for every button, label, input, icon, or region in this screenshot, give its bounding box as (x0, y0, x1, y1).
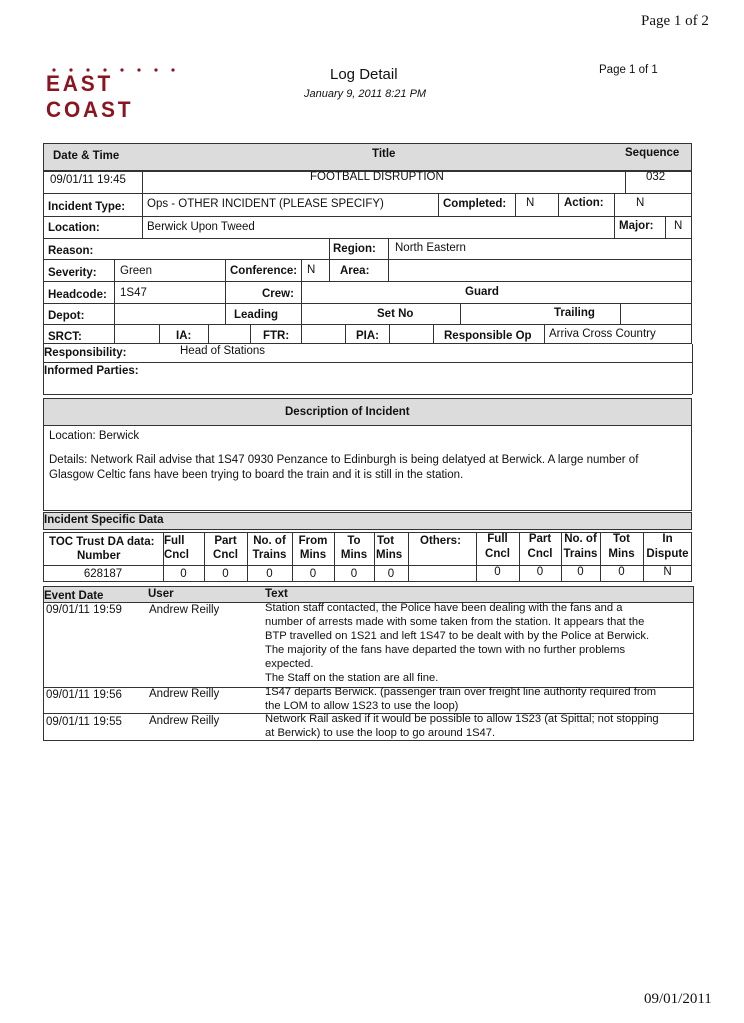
hdr-no-of-trains-2: No. of (564, 533, 597, 545)
date-time-value: 09/01/11 19:45 (50, 174, 126, 186)
informed-parties-label: Informed Parties: (44, 365, 139, 377)
headcode-label: Headcode: (48, 289, 107, 301)
hdr-in-dispute: In (662, 533, 673, 545)
value-no-of-trains-1: 0 (266, 568, 273, 580)
pia-label: PIA: (356, 330, 379, 342)
page-number: Page 1 of 1 (599, 64, 658, 76)
event-1-text: Station staff contacted, the Police have been dealing with the fans and a number of arrests made with some taken from the station. It appears that the BTP travelled on 1S21 and left 1S47 to be dealt with by the Police at Berwick. The majority of the fans have departed the town with no further problems expected. The Staff on the station are all fine. (265, 602, 650, 684)
event-2-text: 1S47 departs Berwick. (passenger train over freight line authority required from the LOM to allow 1S23 to use the loop) (265, 686, 657, 712)
severity-value: Green (120, 265, 152, 277)
event-3-text: Network Rail asked if it would be possible to allow 1S23 (at Spittal; not stopping at Berwick) to use the loop to go around 1S47. (265, 713, 659, 739)
leading-label: Leading (234, 309, 279, 321)
conference-label: Conference: (230, 265, 298, 277)
responsible-op-label: Responsible Op (444, 330, 532, 342)
ia-label: IA: (176, 330, 192, 342)
area-label: Area: (340, 265, 370, 277)
major-label: Major: (619, 220, 654, 232)
value-tot-mins-2: 0 (618, 566, 625, 578)
value-full-cncl-1: 0 (180, 568, 187, 580)
event-2-user: Andrew Reilly (149, 688, 220, 700)
col-event-date: Event Date (44, 590, 104, 602)
top-table-header (43, 143, 692, 171)
hdr-full-cncl-1: Full (164, 535, 185, 547)
title-label: Title (372, 148, 396, 160)
page-stamp-bottom: 09/01/2011 (644, 991, 712, 1007)
hdr-to-mins: To (347, 535, 361, 547)
value-part-cncl-2: 0 (536, 566, 544, 578)
guard-label: Guard (465, 286, 499, 298)
incident-data-heading: Incident Specific Data (44, 514, 164, 526)
description-location: Location: Berwick (49, 430, 140, 442)
col-user: User (148, 588, 174, 600)
col-text: Text (265, 588, 288, 600)
hdr-from-mins: From (298, 535, 328, 547)
hdr-part-cncl-1: Part (214, 535, 237, 547)
severity-label: Severity: (48, 267, 97, 279)
event-1-date: 09/01/11 19:59 (46, 604, 122, 616)
hdr-part-cncl-2: Part (528, 533, 552, 545)
description-heading: Description of Incident (285, 406, 410, 418)
page-subtitle: January 9, 2011 8:21 PM (304, 88, 427, 100)
event-1-user: Andrew Reilly (149, 604, 220, 616)
hdr-full-cncl-2: Full (487, 533, 508, 545)
region-value: North Eastern (395, 242, 466, 254)
conference-value: N (307, 264, 316, 276)
event-3-date: 09/01/11 19:55 (46, 716, 122, 728)
responsible-op-value: Arriva Cross Country (549, 328, 656, 340)
reason-label: Reason: (48, 245, 94, 257)
page-stamp-top: Page 1 of 2 (641, 13, 709, 29)
set-no-label: Set No (377, 308, 414, 320)
value-tot-mins-1: 0 (387, 568, 395, 580)
responsibility-value: Head of Stations (180, 345, 266, 357)
incident-type-label: Incident Type: (48, 201, 126, 213)
sequence-label: Sequence (625, 147, 680, 159)
trailing-label: Trailing (554, 307, 595, 319)
value-part-cncl-1: 0 (222, 568, 229, 580)
hdr-no-of-trains-1: No. of (253, 535, 286, 547)
ftr-label: FTR: (263, 330, 290, 342)
incident-type-value: Ops - OTHER INCIDENT (PLEASE SPECIFY) (147, 198, 384, 210)
action-value: N (636, 197, 645, 209)
completed-value: N (526, 197, 535, 209)
value-full-cncl-2: 0 (494, 566, 501, 578)
value-to-mins: 0 (350, 568, 358, 580)
title-value: FOOTBALL DISRUPTION (310, 171, 444, 183)
action-label: Action: (564, 197, 604, 209)
location-label: Location: (48, 222, 100, 234)
value-no-of-trains-2: 0 (577, 566, 584, 578)
responsibility-label: Responsibility: (44, 347, 127, 359)
value-in-dispute: N (663, 566, 672, 578)
sequence-value: 032 (646, 171, 666, 183)
hdr-others: Others: (420, 535, 461, 547)
srct-label: SRCT: (48, 331, 82, 343)
depot-label: Depot: (48, 310, 85, 322)
hdr-tot-mins-1: Tot (377, 535, 395, 547)
hdr-tot-mins-2: Tot (612, 533, 631, 545)
page-title: Log Detail (330, 66, 398, 83)
region-label: Region: (333, 243, 376, 255)
toc-label-1: TOC Trust DA data: (49, 536, 155, 548)
crew-label: Crew: (262, 288, 294, 300)
logo-text: EAST COAST (46, 71, 134, 122)
description-details-2: Glasgow Celtic fans have been trying to board the train and it is still in the station. (49, 469, 464, 481)
headcode-value: 1S47 (120, 287, 147, 299)
toc-label-2: Number (77, 550, 121, 562)
completed-label: Completed: (443, 198, 507, 210)
date-time-label: Date & Time (53, 150, 120, 162)
value-from-mins: 0 (309, 568, 317, 580)
description-details-1: Details: Network Rail advise that 1S47 0930 Penzance to Edinburgh is being delatyed at Berwick. A large number of (49, 454, 639, 466)
event-2-date: 09/01/11 19:56 (46, 689, 122, 701)
major-value: N (674, 220, 683, 232)
location-value: Berwick Upon Tweed (147, 221, 255, 233)
toc-number-value: 628187 (83, 568, 123, 580)
event-3-user: Andrew Reilly (149, 715, 220, 727)
